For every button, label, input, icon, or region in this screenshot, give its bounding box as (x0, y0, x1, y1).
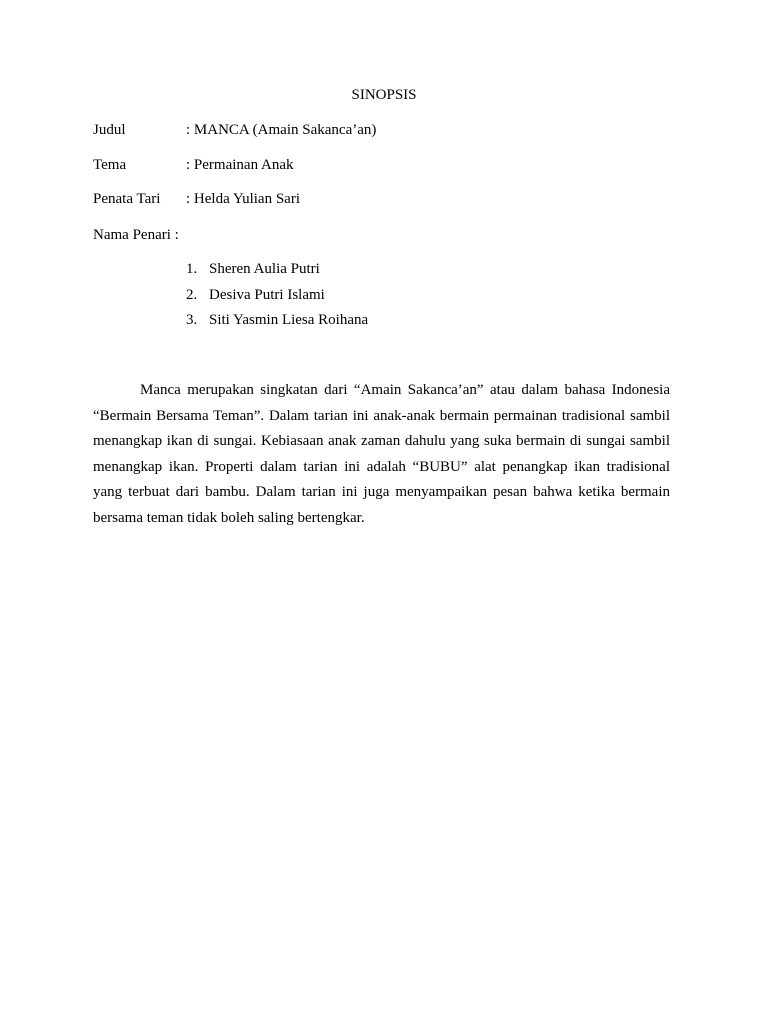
list-item (186, 260, 368, 286)
field-penata-tari-value: : Helda Yulian Sari (186, 191, 301, 207)
list-item-number: 3. (186, 312, 198, 328)
field-tema-label: Tema (93, 157, 127, 173)
dancer-name: Desiva Putri Islami (209, 286, 325, 303)
list-item-number: 1. (186, 261, 198, 277)
list-item (186, 311, 368, 337)
field-judul-value: : MANCA (Amain Sakanca’an) (186, 122, 377, 138)
field-judul-label: Judul (93, 122, 126, 138)
list-item-number: 2. (186, 286, 198, 303)
dancer-list (186, 260, 368, 337)
list-item (186, 286, 368, 312)
field-nama-penari-label: Nama Penari : (93, 227, 179, 243)
document-title: SINOPSIS (351, 87, 417, 103)
field-penata-tari-label: Penata Tari (93, 191, 161, 207)
synopsis-paragraph: Manca merupakan singkatan dari “Amain Sakanca’an” atau dalam bahasa Indonesia “Bermain Bersama Teman”. Dalam tarian ini anak-anak bermain permainan tradisional sambil menangkap ikan di sungai. Kebiasaan anak zaman dahulu yang suka bermain di sungai sambil menangkap ikan. Properti dalam tarian ini adalah “BUBU” alat penangkap ikan tradisional yang terbuat dari bambu. Dalam tarian ini juga menyampaikan pesan bahwa ketika bermain bersama teman tidak boleh saling bertengkar. (93, 382, 670, 526)
dancer-name: Siti Yasmin Liesa Roihana (209, 312, 369, 328)
dancer-name: Sheren Aulia Putri (209, 261, 320, 277)
field-tema-value: : Permainan Anak (186, 157, 294, 173)
